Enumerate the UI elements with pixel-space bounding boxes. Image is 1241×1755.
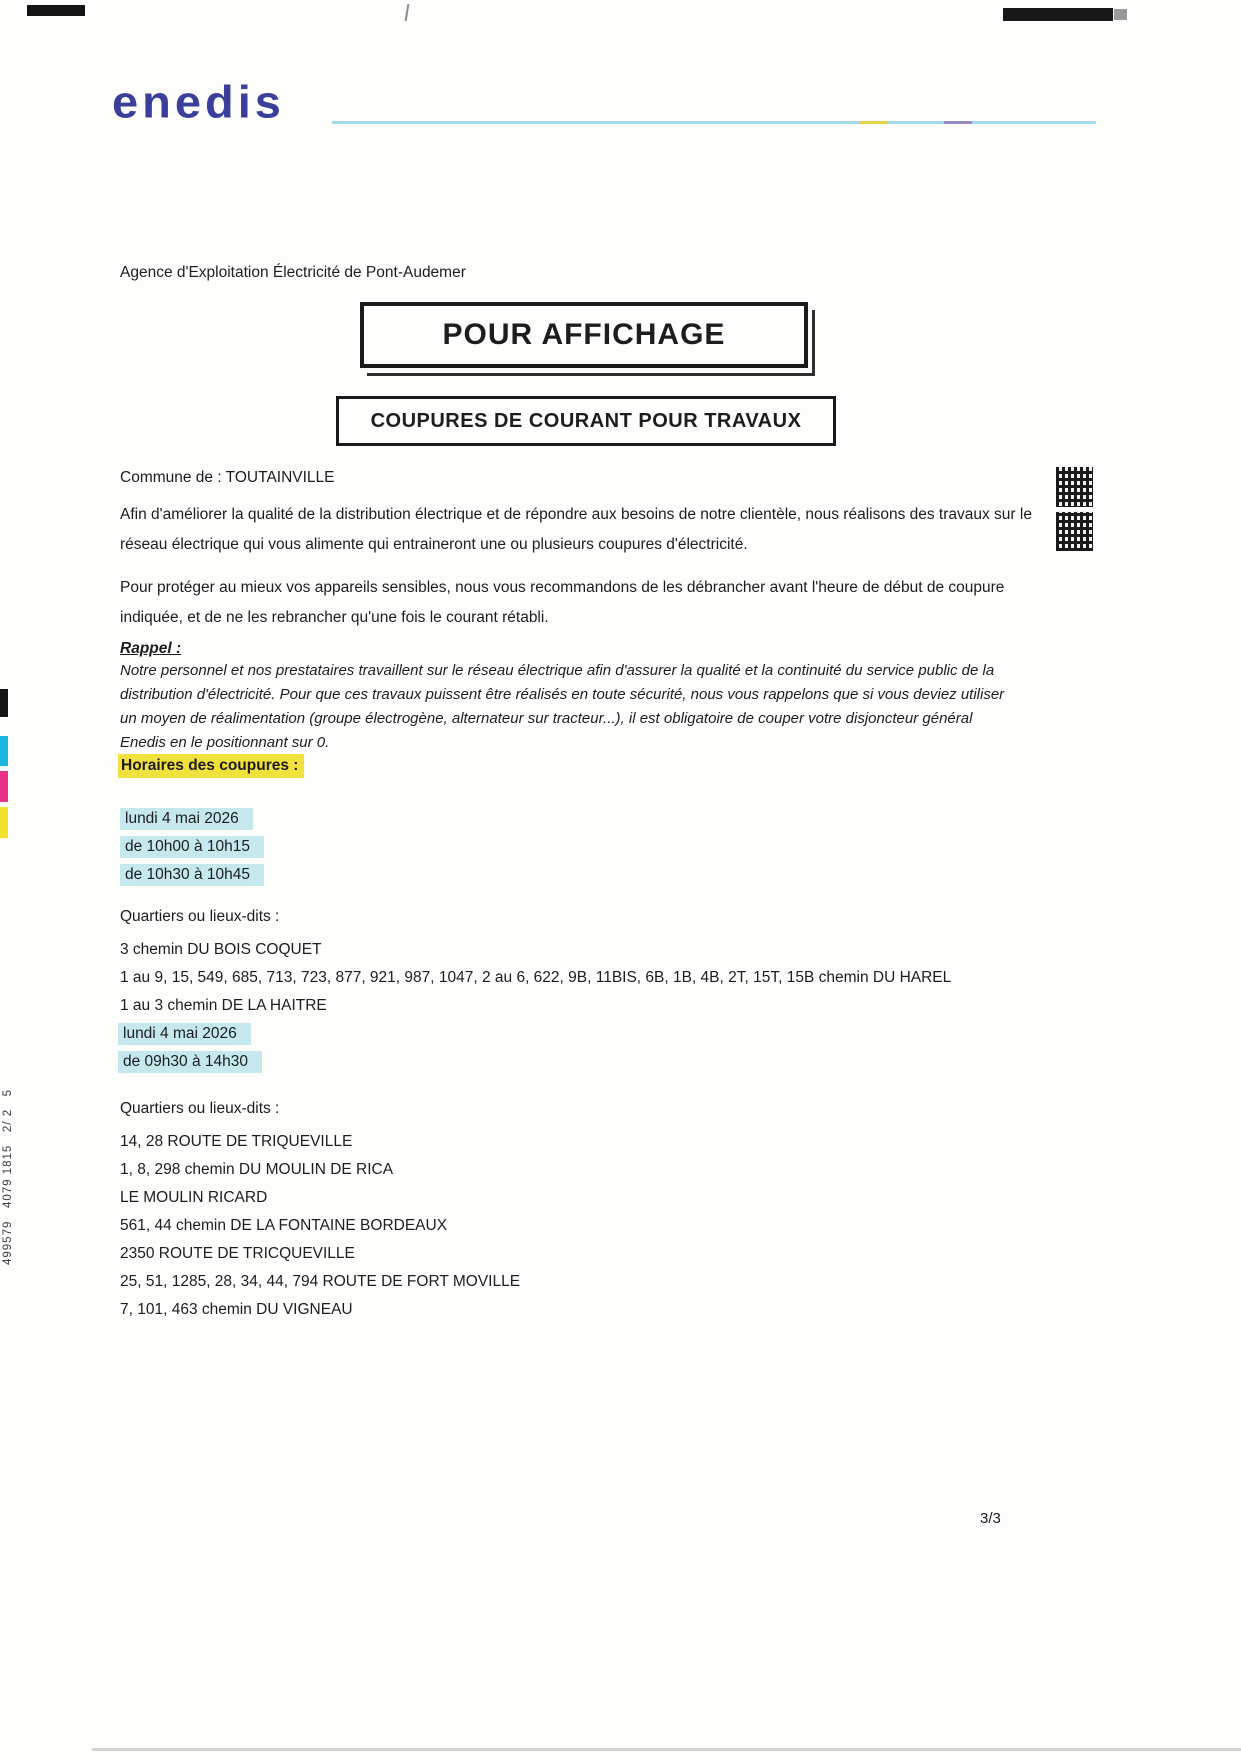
intro-paragraph: Afin d'améliorer la qualité de la distribution électrique et de répondre aux besoins de notre clientèle, nous réalisons des travaux sur le réseau électrique qui vous alimente qui entraineront une ou plusieurs coupures d'électricité.: [120, 506, 1032, 553]
outage1-date: lundi 4 mai 2026: [120, 808, 253, 830]
registration-mark-magenta: [0, 771, 8, 802]
outage2-date-row: [118, 1020, 262, 1048]
outage1-schedule: [120, 805, 264, 889]
logo-underline: [332, 121, 1096, 124]
scan-artifact-top-left: [27, 5, 85, 16]
registration-mark-black: [0, 689, 8, 717]
commune-line: Commune de : TOUTAINVILLE: [120, 469, 335, 486]
outage1-address-list: [120, 936, 951, 1020]
display-title: POUR AFFICHAGE: [442, 318, 726, 351]
registration-mark-yellow: [0, 807, 8, 838]
address-line: 561, 44 chemin DE LA FONTAINE BORDEAUX: [120, 1217, 448, 1234]
outage2-time-1: de 09h30 à 14h30: [118, 1051, 262, 1073]
address-line: 25, 51, 1285, 28, 34, 44, 794 ROUTE DE FORT MOVILLE: [120, 1273, 521, 1290]
address-line: 2350 ROUTE DE TRICQUEVILLE: [120, 1245, 355, 1262]
registration-mark-cyan: [0, 736, 8, 766]
agency-name: Agence d'Exploitation Électricité de Pont-Audemer: [120, 264, 466, 281]
print-reference: 499579 4079 1815 2/ 2 5: [2, 1088, 14, 1265]
outage2-schedule: [118, 1020, 262, 1076]
rappel-heading: Rappel :: [120, 640, 182, 657]
outage2-time-row: [118, 1048, 262, 1076]
outage1-time-row: [120, 833, 264, 861]
outage1-time-row: [120, 861, 264, 889]
subtitle-box: [336, 396, 836, 446]
enedis-logo: enedis: [112, 75, 285, 128]
advice-paragraph: Pour protéger au mieux vos appareils sensibles, nous vous recommandons de les débrancher avant l'heure de début de coupure indiquée, et de ne les rebrancher qu'une fois le courant rétabli.: [120, 579, 1005, 626]
horaires-heading-wrap: [118, 757, 304, 775]
outage2-quartiers-heading: Quartiers ou lieux-dits :: [120, 1100, 280, 1117]
outage1-date-row: [120, 805, 264, 833]
page-number: 3/3: [980, 1510, 1001, 1527]
outage1-time-1: de 10h00 à 10h15: [120, 836, 264, 858]
address-line: 1 au 3 chemin DE LA HAITRE: [120, 997, 327, 1014]
address-line: 1, 8, 298 chemin DU MOULIN DE RICA: [120, 1161, 394, 1178]
address-line: 3 chemin DU BOIS COQUET: [120, 941, 322, 958]
datamatrix-code: [1056, 467, 1093, 551]
scan-artifact-hairline: [405, 4, 410, 21]
address-line: 7, 101, 463 chemin DU VIGNEAU: [120, 1301, 353, 1318]
subtitle: COUPURES DE COURANT POUR TRAVAUX: [370, 409, 802, 432]
address-line: 14, 28 ROUTE DE TRIQUEVILLE: [120, 1133, 353, 1150]
outage2-address-list: [120, 1128, 520, 1324]
address-line: LE MOULIN RICARD: [120, 1189, 268, 1206]
horaires-heading: Horaires des coupures :: [118, 754, 304, 778]
outage2-date: lundi 4 mai 2026: [118, 1023, 251, 1045]
scan-artifact-bottom-line: [92, 1748, 1241, 1751]
display-title-box: [360, 302, 808, 368]
scan-artifact-top-right-gray: [1114, 9, 1127, 20]
rappel-paragraph: Notre personnel et nos prestataires travaillent sur le réseau électrique afin d'assurer la qualité et la continuité du service public de la distribution d'électricité. Pour que ces travaux puissent être réalisés en toute sécurité, nous vous rappelons que si vous deviez utiliser un moyen de réalimentation (groupe électrogène, alternateur sur tracteur...), il est obligatoire de couper votre disjoncteur général Enedis en le positionnant sur 0.: [120, 662, 1005, 751]
scan-artifact-top-right: [1003, 8, 1113, 21]
outage1-quartiers-heading: Quartiers ou lieux-dits :: [120, 908, 280, 925]
outage1-time-2: de 10h30 à 10h45: [120, 864, 264, 886]
address-line: 1 au 9, 15, 549, 685, 713, 723, 877, 921, 987, 1047, 2 au 6, 622, 9B, 11BIS, 6B, 1B, 4B, 2T, 15T, 15B chemin DU HAREL: [120, 969, 952, 986]
